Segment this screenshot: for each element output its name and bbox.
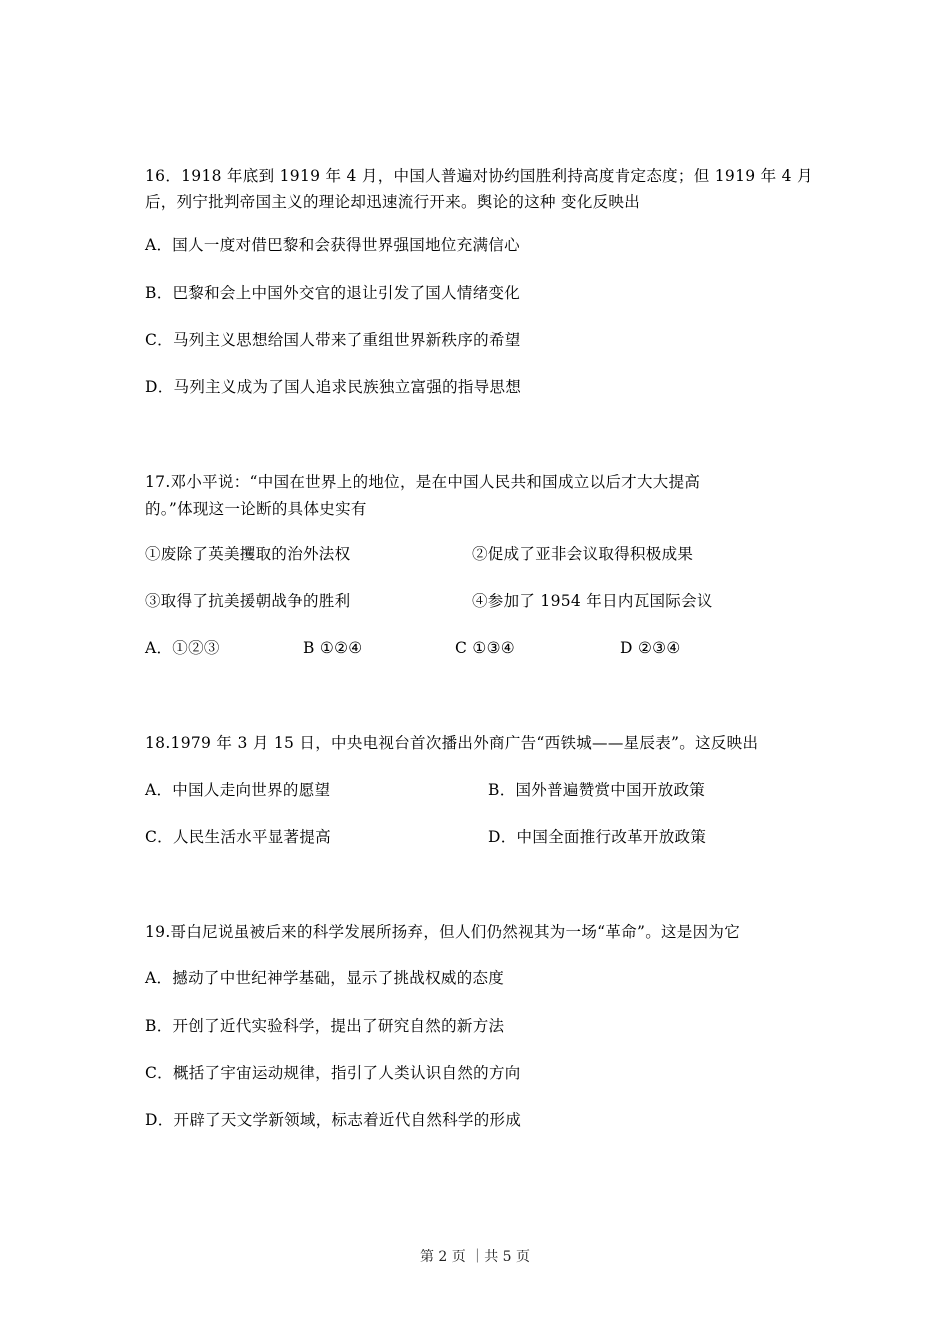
q18-option-d: D．中国全面推行改革开放政策 [488,828,707,846]
q17-item-3: ③取得了抗美援朝战争的胜利 [145,592,351,610]
q18-option-c: C．人民生活水平显著提高 [145,828,331,846]
q18-option-b: B．国外普遍赞赏中国开放政策 [488,781,706,799]
q16-stem-line2: 后，列宁批判帝国主义的理论却迅速流行开来。舆论的这种 变化反映出 [145,193,641,211]
q17-option-d: D ②③④ [620,639,681,657]
q16-option-a: A．国人一度对借巴黎和会获得世界强国地位充满信心 [145,236,520,254]
q19-option-d: D．开辟了天文学新领域，标志着近代自然科学的形成 [145,1111,522,1129]
q18-option-a: A．中国人走向世界的愿望 [145,781,331,799]
q16-option-c: C．马列主义思想给国人带来了重组世界新秩序的希望 [145,331,521,349]
q17-stem-line1: 17.邓小平说：“中国在世界上的地位，是在中国人民共和国成立以后才大大提高 [145,473,701,491]
q16-option-d: D．马列主义成为了国人追求民族独立富强的指导思想 [145,378,522,396]
q17-item-1: ①废除了英美攫取的治外法权 [145,545,351,563]
q17-option-a: A．①②③ [145,639,220,657]
q17-item-2: ②促成了亚非会议取得积极成果 [472,545,694,563]
q17-option-c: C ①③④ [455,639,515,657]
q17-item-4: ④参加了 1954 年日内瓦国际会议 [472,592,713,610]
q16-option-b: B．巴黎和会上中国外交官的退让引发了国人情绪变化 [145,284,521,302]
q19-option-a: A．撼动了中世纪神学基础，显示了挑战权威的态度 [145,969,505,987]
q18-stem: 18.1979 年 3 月 15 日，中央电视台首次播出外商广告“西铁城——星辰表”。这反映出 [145,734,759,752]
q16-stem-line1: 16．1918 年底到 1919 年 4 月，中国人普遍对协约国胜利持高度肯定态度；但 1919 年 4 月 [145,167,813,185]
q19-stem: 19.哥白尼说虽被后来的科学发展所扬弃，但人们仍然视其为一场“革命”。这是因为它 [145,923,741,941]
q19-option-b: B．开创了近代实验科学，提出了研究自然的新方法 [145,1017,505,1035]
q19-option-c: C．概括了宇宙运动规律，指引了人类认识自然的方向 [145,1064,521,1082]
q17-stem-line2: 的。”体现这一论断的具体史实有 [145,500,367,518]
page-footer: 第 2 页 ｜共 5 页 [419,1249,531,1265]
q17-option-b: B ①②④ [303,639,363,657]
